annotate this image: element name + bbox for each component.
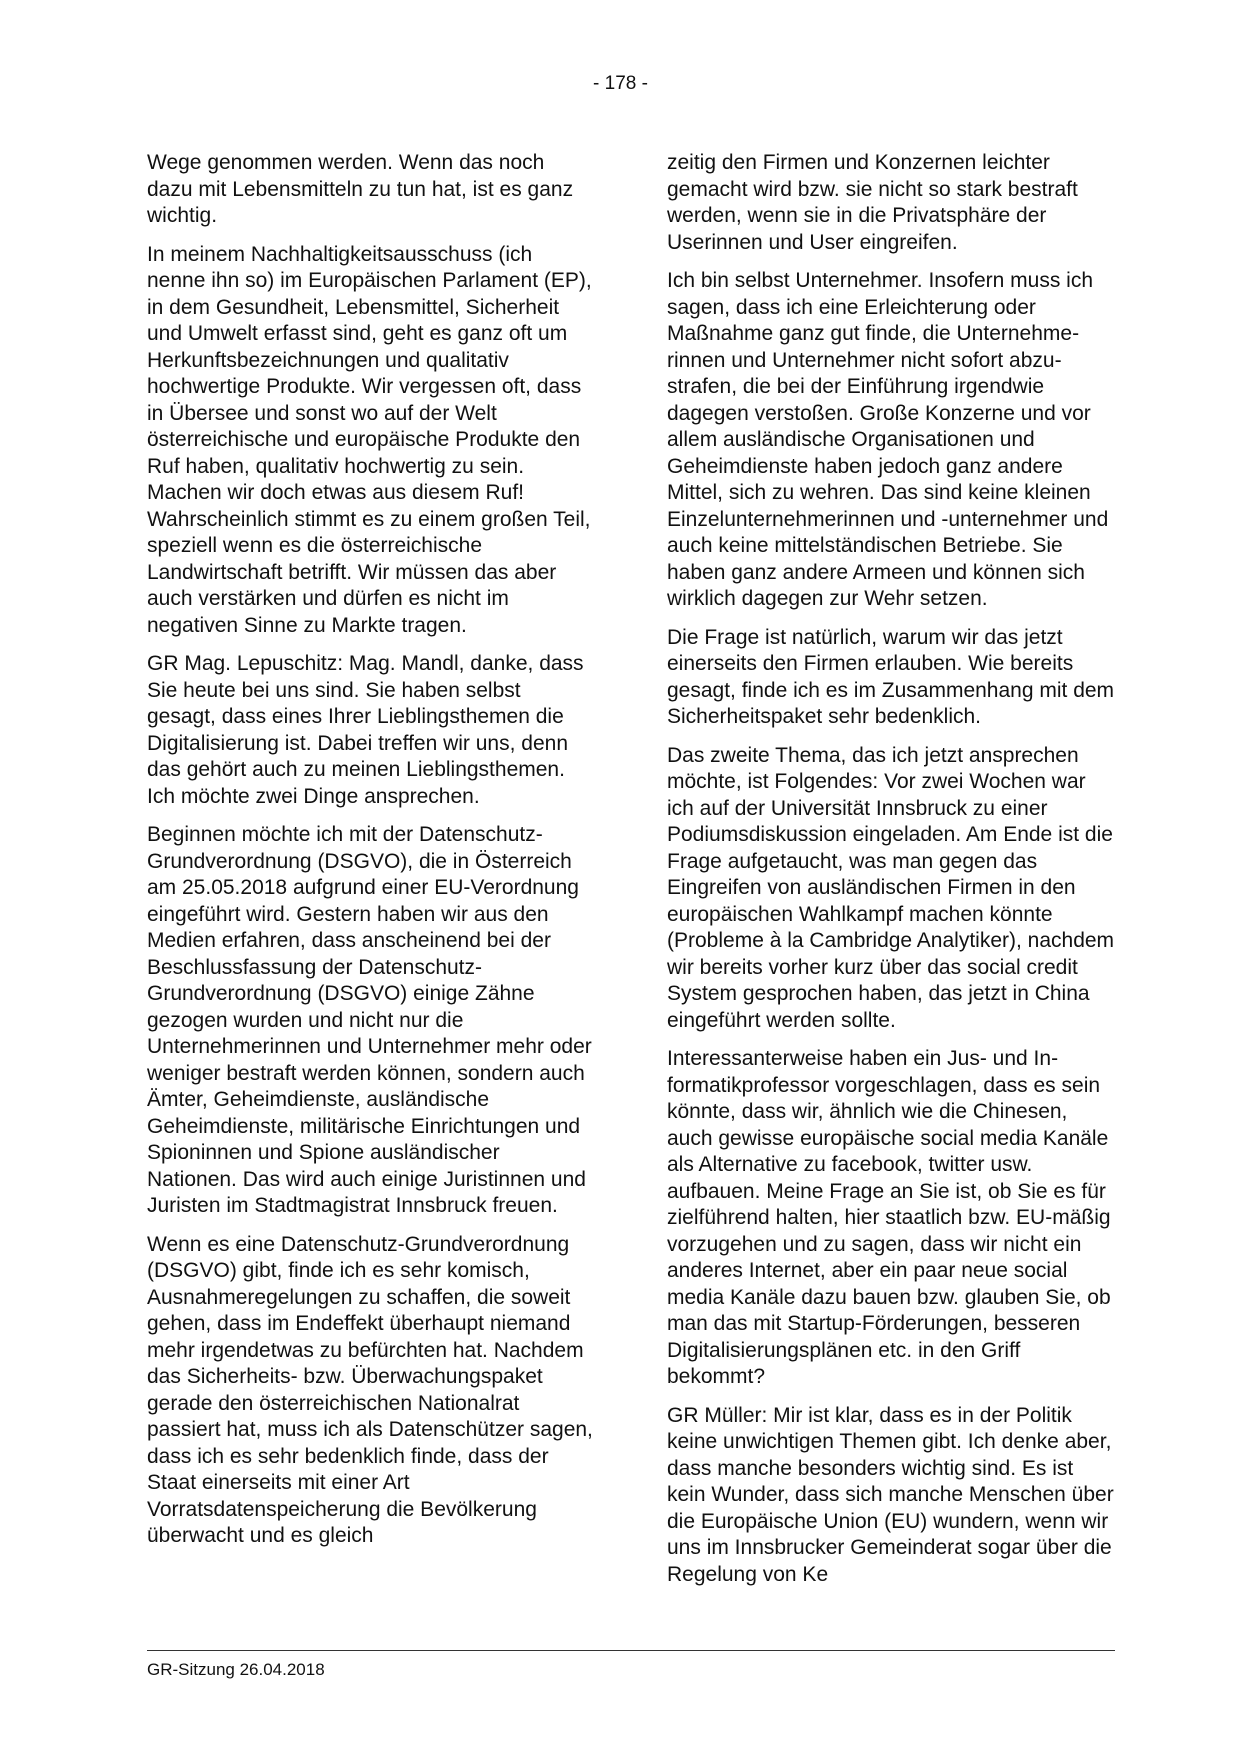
paragraph: GR Mag. Lepuschitz: Mag. Mandl, danke, dass Sie heute bei uns sind. Sie haben selbst gesagt, dass eines Ihrer Lieblingsthemen die Digitalisierung ist. Dabei treffen wir uns, denn das gehört auch zu meinen Lieblingsthemen. Ich möchte zwei Dinge ansprechen. [147,652,584,808]
paragraph: GR Müller: Mir ist klar, dass es in der Politik keine unwichtigen Themen gibt. Ich denke aber, dass manche besonders wichtig sind. Es ist kein Wunder, dass sich manche Menschen über die Europäische Union (EU) wundern, wenn wir uns im Innsbrucker Gemeinderat sogar über die Regelung von Ke [667,1403,1114,1586]
footer-divider [147,1650,1115,1651]
page-number: - 178 - [593,73,648,94]
paragraph: Wenn es eine Datenschutz-Grundverordnung (DSGVO) gibt, finde ich es sehr komisch, Ausnahmeregelungen zu schaffen, die soweit gehen, dass im Endeffekt überhaupt niemand mehr irgendetwas zu befürchten hat. Nachdem das Sicherheits- bzw. Überwachungspaket gerade den österreichischen Nationalrat passiert hat, muss ich als Datenschützer sagen, dass ich es sehr bedenklich finde, dass der Staat einerseits mit einer Art Vorratsdatenspeicherung die Bevölkerung überwacht und es gleich [147,1232,593,1547]
right-column [667,150,1115,1600]
paragraph: Das zweite Thema, das ich jetzt ansprechen möchte, ist Folgendes: Vor zwei Wochen war ich auf der Universität Innsbruck zu einer Podiumsdiskussion eingeladen. Am Ende ist die Frage aufgetaucht, was man gegen das Eingreifen von ausländischen Firmen in den europäischen Wahlkampf machen könnte (Probleme à la Cambridge Analytiker), nachdem wir bereits vorher kurz über das social credit System gesprochen haben, das jetzt in China eingeführt werden sollte. [667,743,1115,1032]
left-column [147,150,595,1562]
paragraph: Wege genommen werden. Wenn das noch dazu mit Lebensmitteln zu tun hat, ist es ganz wichtig. [147,151,574,227]
paragraph: Ich bin selbst Unternehmer. Insofern muss ich sagen, dass ich eine Erleichterung oder Maßnahme ganz gut finde, die Unternehmerinnen und Unternehmer nicht sofort abzustrafen, die bei der Einführung irgendwie dagegen verstoßen. Große Konzerne und vor allem ausländische Organisationen und Geheimdienste haben jedoch ganz andere Mittel, sich zu wehren. Das sind keine kleinen Einzelunternehmerinnen und -unternehmer und auch keine mittelständischen Betriebe. Sie haben ganz andere Armeen und können sich wirklich dagegen zur Wehr setzen. [667,269,1109,610]
paragraph: In meinem Nachhaltigkeitsausschuss (ich nenne ihn so) im Europäischen Parlament (EP), in dem Gesundheit, Lebensmittel, Sicherheit und Umwelt erfasst sind, geht es ganz oft um Herkunftsbezeichnungen und qualitativ hochwertige Produkte. Wir vergessen oft, dass in Übersee und sonst wo auf der Welt österreichische und europäische Produkte den Ruf haben, qualitativ hochwertig zu sein. Machen wir doch etwas aus diesem Ruf! Wahrscheinlich stimmt es zu einem großen Teil, speziell wenn es die österreichische Landwirtschaft betrifft. Wir müssen das aber auch verstärken und dürfen es nicht im negativen Sinne zu Markte tragen. [147,242,592,637]
paragraph: Beginnen möchte ich mit der Datenschutz-Grundverordnung (DSGVO), die in Österreich am 25.05.2018 aufgrund einer EU-Verordnung eingeführt wird. Gestern haben wir aus den Medien erfahren, dass anscheinend bei der Beschlussfassung der Datenschutz-Grundverordnung (DSGVO) einige Zähne gezogen wurden und nicht nur die Unternehmerinnen und Unternehmer mehr oder weniger bestraft werden können, sondern auch Ämter, Geheimdienste, ausländische Geheimdienste, militärische Einrichtungen und Spioninnen und Spione ausländischer Nationen. Das wird auch einige Juristinnen und Juristen im Stadtmagistrat Innsbruck freuen. [147,823,592,1217]
paragraph: Interessanterweise haben ein Jus- und Informatikprofessor vorgeschlagen, dass es sein könnte, dass wir, ähnlich wie die Chinesen, auch gewisse europäische social media Kanäle als Alternative zu facebook, twitter usw. aufbauen. Meine Frage an Sie ist, ob Sie es für zielführend halten, hier staatlich bzw. EU-mäßig vorzugehen und zu sagen, dass wir nicht ein anderes Internet, aber ein paar neue social media Kanäle dazu bauen bzw. glauben Sie, ob man das mit Startup-Förderungen, besseren Digitalisierungsplänen etc. in den Griff bekommt? [667,1047,1111,1388]
paragraph: Die Frage ist natürlich, warum wir das jetzt einerseits den Firmen erlauben. Wie bereits gesagt, finde ich es im Zusammenhang mit dem Sicherheitspaket sehr bedenklich. [667,625,1115,728]
footer-text: GR-Sitzung 26.04.2018 [147,1660,325,1679]
paragraph: zeitig den Firmen und Konzernen leichter gemacht wird bzw. sie nicht so stark bestraft werden, wenn sie in die Privatsphäre der Userinnen und User eingreifen. [667,151,1078,254]
